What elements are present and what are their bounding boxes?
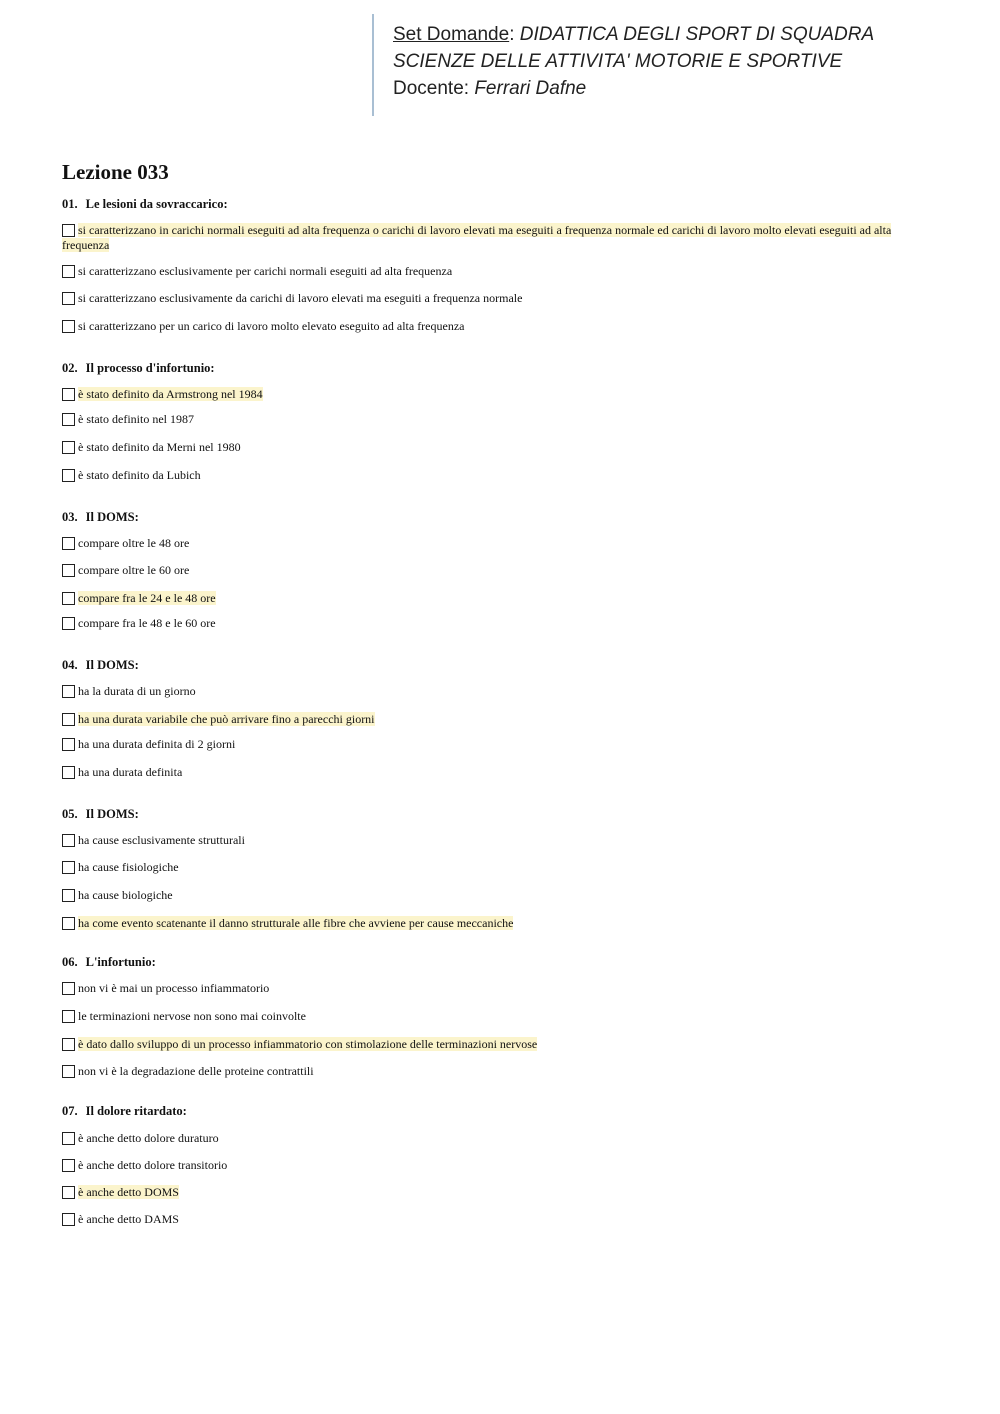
question-number: 05. <box>62 807 78 821</box>
option-text: compare oltre le 48 ore <box>78 536 190 550</box>
checkbox[interactable] <box>62 617 75 630</box>
option-text: non vi è mai un processo infiammatorio <box>78 981 270 995</box>
answer-option[interactable] <box>62 833 932 848</box>
answer-option[interactable] <box>62 1009 932 1024</box>
set-label: Set Domande <box>393 24 510 45</box>
checkbox[interactable] <box>62 1065 75 1078</box>
checkbox[interactable] <box>62 1213 75 1226</box>
answer-option[interactable] <box>62 319 932 334</box>
question-number: 07. <box>62 1104 78 1118</box>
question-text: Il DOMS: <box>85 807 139 821</box>
option-text: ha come evento scatenante il danno strutturale alle fibre che avviene per cause meccaniche <box>78 916 514 930</box>
answer-option[interactable] <box>62 916 932 931</box>
checkbox[interactable] <box>62 413 75 426</box>
option-text: è stato definito da Merni nel 1980 <box>78 440 241 454</box>
question-text: Il DOMS: <box>85 658 139 672</box>
course-name-line2: SCIENZE DELLE ATTIVITA' MOTORIE E SPORTIVE <box>393 51 843 72</box>
teacher-name: Ferrari Dafne <box>474 78 587 99</box>
answer-option[interactable] <box>62 1158 932 1173</box>
answer-option[interactable] <box>62 412 932 427</box>
checkbox[interactable] <box>62 738 75 751</box>
answer-option[interactable] <box>62 1037 932 1052</box>
checkbox[interactable] <box>62 834 75 847</box>
checkbox[interactable] <box>62 1010 75 1023</box>
option-text: si caratterizzano per un carico di lavoro molto elevato eseguito ad alta frequenza <box>78 319 465 333</box>
checkbox[interactable] <box>62 685 75 698</box>
teacher-line <box>393 75 874 102</box>
option-text: è stato definito da Armstrong nel 1984 <box>78 387 263 401</box>
answer-option[interactable] <box>62 1131 932 1146</box>
checkbox[interactable] <box>62 469 75 482</box>
answer-option[interactable] <box>62 1185 932 1200</box>
question-text: Il processo d'infortunio: <box>85 361 215 375</box>
checkbox[interactable] <box>62 1038 75 1051</box>
checkbox[interactable] <box>62 564 75 577</box>
option-text: compare fra le 48 e le 60 ore <box>78 616 216 630</box>
question-title <box>62 197 228 212</box>
set-colon: : <box>509 24 515 45</box>
teacher-label: Docente: <box>393 78 470 99</box>
answer-option[interactable] <box>62 223 932 253</box>
checkbox[interactable] <box>62 1132 75 1145</box>
checkbox[interactable] <box>62 766 75 779</box>
question-title <box>62 658 139 673</box>
checkbox[interactable] <box>62 982 75 995</box>
answer-option[interactable] <box>62 440 932 455</box>
checkbox[interactable] <box>62 713 75 726</box>
course-header <box>372 14 934 116</box>
set-line <box>393 21 874 48</box>
checkbox[interactable] <box>62 388 75 401</box>
question-text: Il DOMS: <box>85 510 139 524</box>
checkbox[interactable] <box>62 917 75 930</box>
option-text: è stato definito nel 1987 <box>78 412 194 426</box>
option-text: è stato definito da Lubich <box>78 468 201 482</box>
answer-option[interactable] <box>62 860 932 875</box>
answer-option[interactable] <box>62 888 932 903</box>
answer-option[interactable] <box>62 712 932 727</box>
option-text: ha una durata variabile che può arrivare fino a parecchi giorni <box>78 712 375 726</box>
question-text: Le lesioni da sovraccarico: <box>85 197 228 211</box>
answer-option[interactable] <box>62 1212 932 1227</box>
option-text: è dato dallo sviluppo di un processo infiammatorio con stimolazione delle terminazioni nervose <box>78 1037 538 1051</box>
checkbox[interactable] <box>62 441 75 454</box>
question-title <box>62 807 139 822</box>
option-text: ha la durata di un giorno <box>78 684 196 698</box>
option-text: è anche detto DAMS <box>78 1212 179 1226</box>
checkbox[interactable] <box>62 224 75 237</box>
question-text: Il dolore ritardato: <box>85 1104 187 1118</box>
question-title <box>62 1104 187 1119</box>
checkbox[interactable] <box>62 889 75 902</box>
answer-option[interactable] <box>62 563 932 578</box>
option-text: ha una durata definita di 2 giorni <box>78 737 236 751</box>
answer-option[interactable] <box>62 591 932 606</box>
option-text: ha cause biologiche <box>78 888 173 902</box>
question-number: 02. <box>62 361 78 375</box>
checkbox[interactable] <box>62 265 75 278</box>
question-number: 03. <box>62 510 78 524</box>
answer-option[interactable] <box>62 536 932 551</box>
question-text: L'infortunio: <box>85 955 156 969</box>
lesson-title: Lezione 033 <box>62 160 169 184</box>
answer-option[interactable] <box>62 616 932 631</box>
answer-option[interactable] <box>62 1064 932 1079</box>
option-text: si caratterizzano esclusivamente per carichi normali eseguiti ad alta frequenza <box>78 264 453 278</box>
answer-option[interactable] <box>62 765 932 780</box>
answer-option[interactable] <box>62 264 932 279</box>
option-text: ha una durata definita <box>78 765 183 779</box>
question-number: 06. <box>62 955 78 969</box>
option-text: compare fra le 24 e le 48 ore <box>78 591 216 605</box>
option-text: è anche detto dolore transitorio <box>78 1158 228 1172</box>
checkbox[interactable] <box>62 292 75 305</box>
question-title <box>62 955 156 970</box>
checkbox[interactable] <box>62 320 75 333</box>
option-text: è anche detto DOMS <box>78 1185 179 1199</box>
option-text: si caratterizzano esclusivamente da carichi di lavoro elevati ma eseguiti a frequenza normale <box>78 291 523 305</box>
checkbox[interactable] <box>62 861 75 874</box>
checkbox[interactable] <box>62 1186 75 1199</box>
option-text: si caratterizzano in carichi normali eseguiti ad alta frequenza o carichi di lavoro elevati ma eseguiti a frequenza normale ed carichi di lavoro molto elevati eseguiti ad alta frequenza <box>62 223 892 252</box>
question-number: 01. <box>62 197 78 211</box>
answer-option[interactable] <box>62 291 932 306</box>
answer-option[interactable] <box>62 468 932 483</box>
checkbox[interactable] <box>62 1159 75 1172</box>
question-title <box>62 510 139 525</box>
checkbox[interactable] <box>62 537 75 550</box>
answer-option[interactable] <box>62 684 932 699</box>
option-text: non vi è la degradazione delle proteine contrattili <box>78 1064 314 1078</box>
option-text: ha cause esclusivamente strutturali <box>78 833 245 847</box>
checkbox[interactable] <box>62 592 75 605</box>
option-text: compare oltre le 60 ore <box>78 563 190 577</box>
question-number: 04. <box>62 658 78 672</box>
question-title <box>62 361 215 376</box>
course-name-line1: DIDATTICA DEGLI SPORT DI SQUADRA <box>519 24 875 45</box>
answer-option[interactable] <box>62 981 932 996</box>
option-text: è anche detto dolore duraturo <box>78 1131 219 1145</box>
option-text: ha cause fisiologiche <box>78 860 179 874</box>
answer-option[interactable] <box>62 737 932 752</box>
answer-option[interactable] <box>62 387 932 402</box>
option-text: le terminazioni nervose non sono mai coinvolte <box>78 1009 306 1023</box>
